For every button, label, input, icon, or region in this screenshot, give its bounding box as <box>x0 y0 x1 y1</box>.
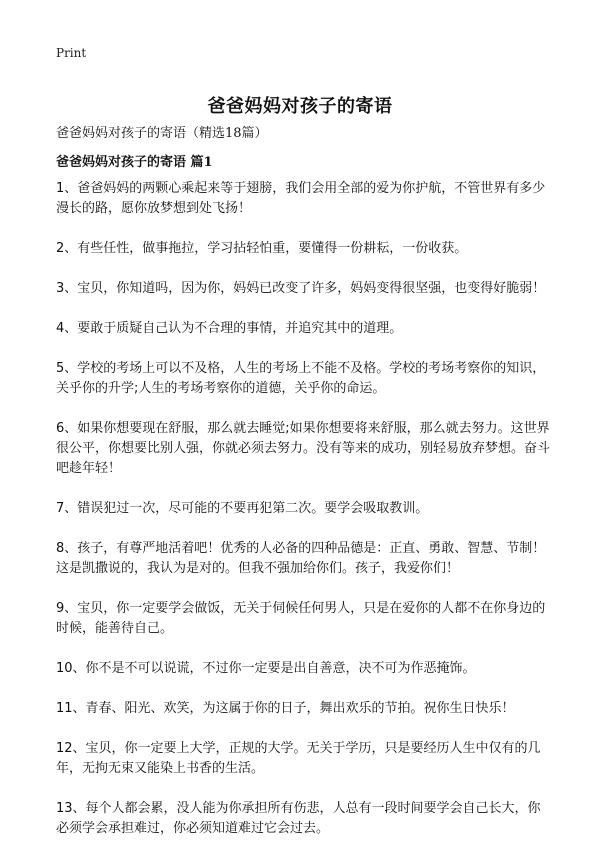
paragraph-list <box>56 179 552 859</box>
print-link[interactable]: Print <box>56 46 87 60</box>
section-heading: 爸爸妈妈对孩子的寄语 篇1 <box>56 155 213 170</box>
paragraph: 4、要敢于质疑自己认为不合理的事情，并追究其中的道理。 <box>56 321 403 336</box>
page-title: 爸爸妈妈对孩子的寄语 <box>207 96 393 118</box>
paragraph: 13、每个人都会累，没人能为你承担所有伤悲，人总有一段时间要学会自己长大，你必须学会承担难过，你必须知道难过它会过去。 <box>56 801 541 836</box>
paragraph: 9、宝贝，你一定要学会做饭，无关于伺候任何男人，只是在爱你的人都不在你身边的时候，能善待自己。 <box>56 601 546 636</box>
paragraph: 1、爸爸妈妈的两颗心乘起来等于翅膀，我们会用全部的爱为你护航，不管世界有多少漫长的路，愿你放梦想到处飞扬！ <box>56 181 546 216</box>
paragraph: 8、孩子，有尊严地活着吧！优秀的人必备的四种品德是：正直、勇敢、智慧、节制！这是凯撒说的，我认为是对的。但我不强加给你们。孩子，我爱你们！ <box>56 541 546 576</box>
paragraph: 5、学校的考场上可以不及格，人生的考场上不能不及格。学校的考场考察你的知识，关乎你的升学;人生的考场考察你的道德，关乎你的命运。 <box>56 361 546 396</box>
paragraph: 3、宝贝，你知道吗，因为你，妈妈已改变了许多，妈妈变得很坚强，也变得好脆弱！ <box>56 281 546 296</box>
paragraph: 7、错误犯过一次，尽可能的不要再犯第二次。要学会吸取教训。 <box>56 501 429 516</box>
paragraph: 11、青春、阳光、欢笑，为这属于你的日子，舞出欢乐的节拍。祝你生日快乐！ <box>56 701 515 716</box>
paragraph: 10、你不是不可以说谎，不过你一定要是出自善意，决不可为作恶掩饰。 <box>56 661 476 676</box>
paragraph: 2、有些任性，做事拖拉，学习拈轻怕重，要懂得一份耕耘，一份收获。 <box>56 241 468 256</box>
paragraph: 6、如果你想要现在舒服，那么就去睡觉;如果你想要将来舒服，那么就去努力。这世界很公平，你想要比别人强，你就必须去努力。没有等来的成功，别轻易放弃梦想。奋斗吧趁年轻！ <box>56 421 551 476</box>
paragraph: 12、宝贝，你一定要上大学，正规的大学。无关于学历，只是要经历人生中仅有的几年，无拘无束又能染上书香的生活。 <box>56 741 541 776</box>
document-subtitle: 爸爸妈妈对孩子的寄语（精选18篇） <box>56 126 268 141</box>
